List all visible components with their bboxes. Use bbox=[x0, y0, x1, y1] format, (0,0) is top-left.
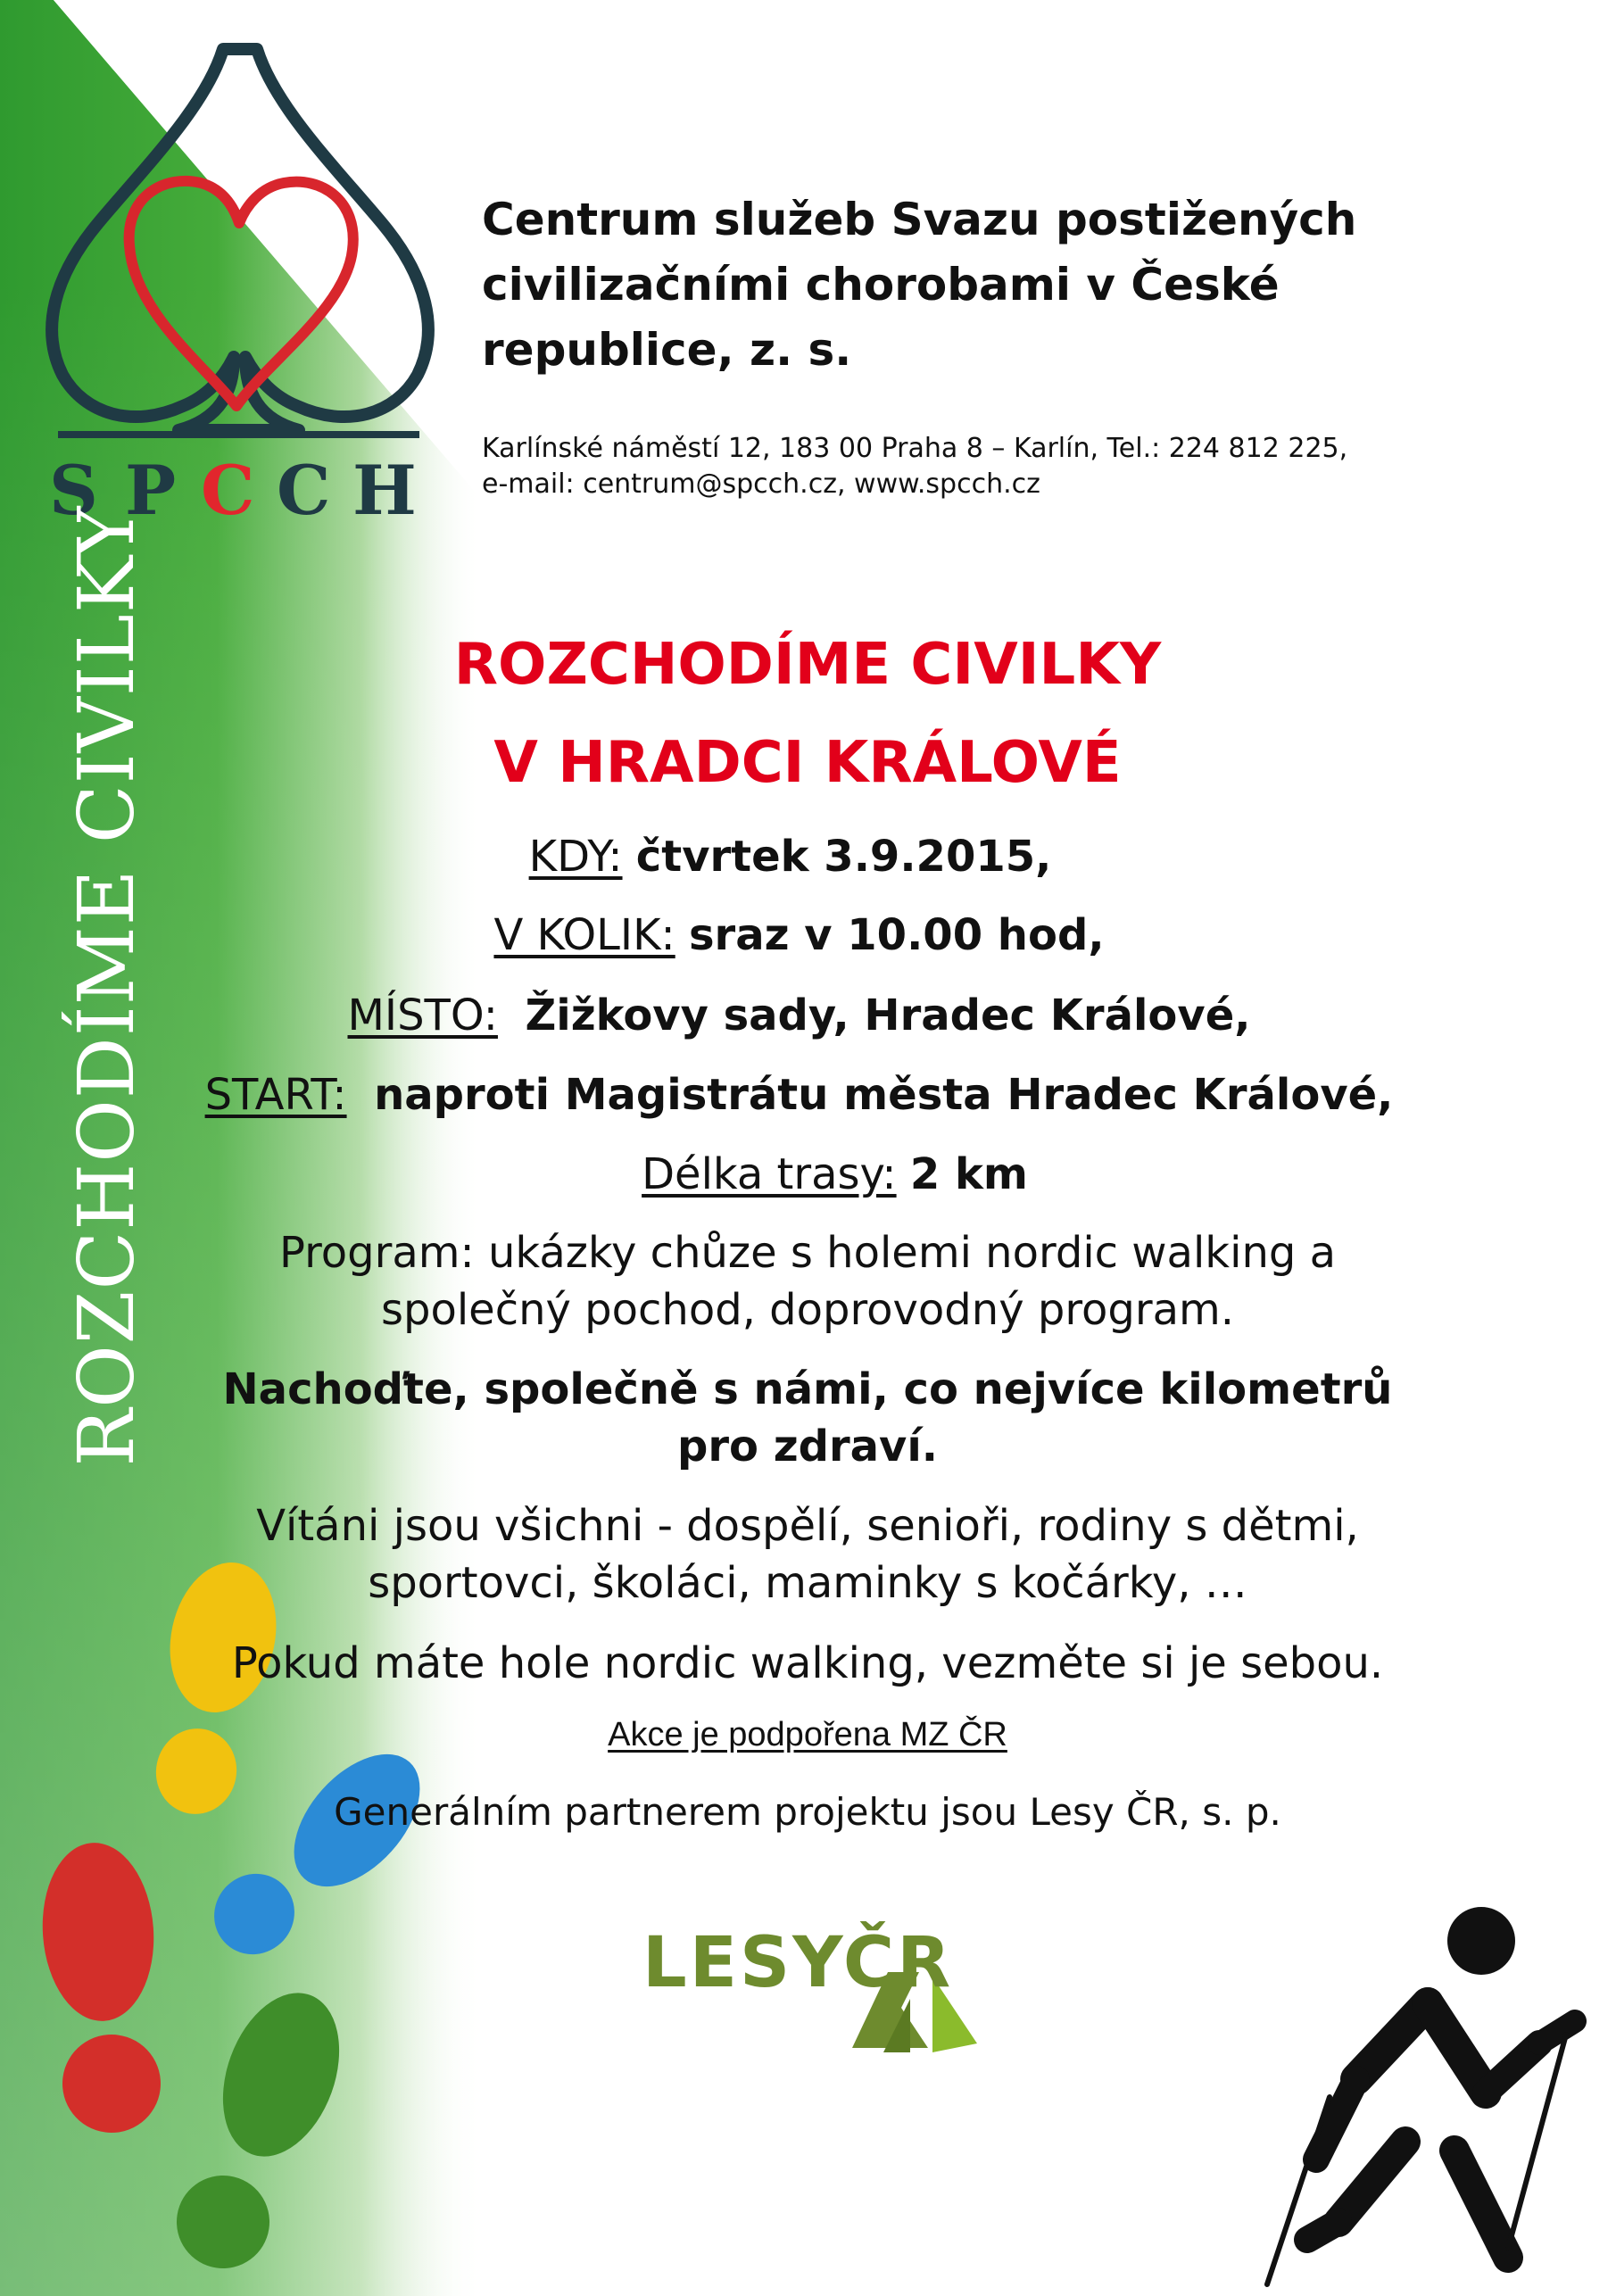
support-note: Akce je podpořena MZ ČR bbox=[608, 1716, 1007, 1753]
poles-note: Pokud máte hole nordic walking, vezměte si je sebou. bbox=[231, 1638, 1384, 1688]
program-line: společný pochod, doprovodný program. bbox=[380, 1285, 1234, 1335]
detail-time bbox=[0, 908, 1607, 962]
callout-line: Nachoďte, společně s námi, co nejvíce kilometrů bbox=[222, 1364, 1393, 1414]
detail-value: Žižkovy sady, Hradec Králové, bbox=[525, 991, 1251, 1040]
detail-when bbox=[0, 830, 1598, 883]
organization-address bbox=[482, 431, 1597, 502]
org-name-line: civilizačními chorobami v České bbox=[482, 259, 1280, 311]
detail-value: sraz v 10.00 hod, bbox=[688, 910, 1105, 960]
program-text bbox=[178, 1224, 1437, 1339]
lesy-cr-wordmark: LESYČR bbox=[642, 1923, 954, 2003]
welcome-text bbox=[178, 1497, 1437, 1612]
detail-label: START: bbox=[204, 1070, 347, 1120]
org-name-line: Centrum služeb Svazu postižených bbox=[482, 194, 1357, 245]
callout-text bbox=[178, 1361, 1437, 1475]
nordic-walker-icon bbox=[1267, 1907, 1575, 2284]
address-line: e-mail: centrum@spcch.cz, www.spcch.cz bbox=[482, 468, 1040, 500]
detail-value: 2 km bbox=[909, 1149, 1028, 1199]
callout-line: pro zdraví. bbox=[676, 1422, 939, 1471]
event-headline-line-2: V HRADCI KRÁLOVÉ bbox=[493, 730, 1122, 796]
logo-letter: C bbox=[201, 451, 255, 530]
logo-letter: H bbox=[352, 451, 417, 530]
org-name-line: republice, z. s. bbox=[482, 324, 852, 376]
detail-start bbox=[0, 1068, 1607, 1122]
welcome-line: sportovci, školáci, maminky s kočárky, … bbox=[368, 1558, 1247, 1608]
detail-value: naproti Magistrátu města Hradec Králové, bbox=[374, 1070, 1394, 1120]
logo-letter: C bbox=[277, 451, 331, 530]
welcome-line: Vítáni jsou všichni - dospělí, senioři, rodiny s dětmi, bbox=[256, 1501, 1359, 1551]
detail-value: čtvrtek 3.9.2015, bbox=[635, 832, 1052, 882]
detail-label: V KOLIK: bbox=[493, 910, 675, 960]
partner-note: Generálním partnerem projektu jsou Lesy ČR, s. p. bbox=[334, 1790, 1281, 1834]
detail-distance bbox=[27, 1148, 1616, 1201]
detail-label: Délka trasy: bbox=[642, 1149, 897, 1199]
organization-name bbox=[482, 187, 1553, 383]
vertical-title: ROZCHODÍME CIVILKY bbox=[62, 505, 152, 1467]
address-line: Karlínské náměstí 12, 183 00 Praha 8 – Karlín, Tel.: 224 812 225, bbox=[482, 433, 1348, 464]
logo-letter: S bbox=[49, 451, 98, 530]
event-headline-line-1: ROZCHODÍME CIVILKY bbox=[453, 632, 1162, 698]
logo-letter: P bbox=[125, 451, 177, 530]
detail-label: MÍSTO: bbox=[347, 991, 498, 1040]
detail-place bbox=[0, 989, 1607, 1042]
detail-label: KDY: bbox=[528, 832, 623, 882]
program-line: Program: ukázky chůze s holemi nordic walking a bbox=[278, 1228, 1336, 1278]
